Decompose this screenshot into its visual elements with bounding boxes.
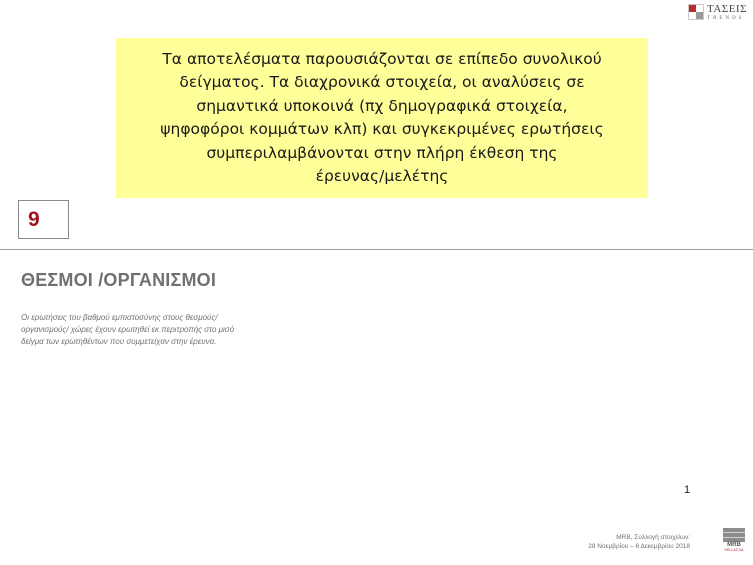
tasis-logo-sub: TRENDS xyxy=(707,16,745,21)
section-title: ΘΕΣΜΟΙ /ΟΡΓΑΝΙΣΜΟΙ xyxy=(21,270,217,290)
note-line: συμπεριλαμβάνονται στην πλήρη έκθεση της xyxy=(206,143,558,162)
section-description xyxy=(21,312,321,348)
note-line: Τα αποτελέσματα παρουσιάζονται σε επίπεδο συνολικού xyxy=(162,49,602,68)
section-divider xyxy=(0,249,753,250)
footer-line-1: MRB, Συλλογή στοιχείων: xyxy=(616,534,690,541)
results-note-text xyxy=(160,48,603,189)
note-line: σημαντικά υποκοινά (πχ δημογραφικά στοιχεία, xyxy=(196,96,568,115)
description-line: Οι ερωτήσεις του βαθμού εμπιστοσύνης στους θεσμούς/ xyxy=(21,313,218,322)
note-line: έρευνας/μελέτης xyxy=(315,167,449,185)
tasis-logo-mark-icon xyxy=(688,4,704,20)
note-line: ψηφοφόροι κομμάτων κλπ) και συγκεκριμένες ερωτήσεις xyxy=(160,120,604,138)
mrb-logo-tag: HELLAS SA xyxy=(724,548,744,552)
footer-line-2: 28 Νοεμβρίου – 6 Δεκεμβρίου 2018 xyxy=(588,543,690,550)
mrb-logo-mark-icon xyxy=(723,528,745,542)
note-line: δείγματος. Τα διαχρονικά στοιχεία, οι αναλύσεις σε xyxy=(179,73,585,91)
section-number: 9 xyxy=(28,207,40,231)
section-number-box xyxy=(18,200,69,239)
results-note-box xyxy=(116,38,648,198)
description-line: οργανισμούς/ χώρες έχουν ερωτηθεί εκ περιτροπής στο μισό xyxy=(21,325,235,334)
description-line: δείγμα των ερωτηθέντων που συμμετείχαν στην έρευνα. xyxy=(21,337,217,346)
tasis-trends-logo xyxy=(688,4,747,21)
mrb-logo xyxy=(723,528,745,552)
footer-fieldwork-info xyxy=(588,533,690,551)
tasis-logo-name: ΤΑΣΕΙΣ xyxy=(707,3,747,15)
mrb-logo-name: MRB xyxy=(727,542,741,548)
slide-index: 1 xyxy=(684,484,691,496)
